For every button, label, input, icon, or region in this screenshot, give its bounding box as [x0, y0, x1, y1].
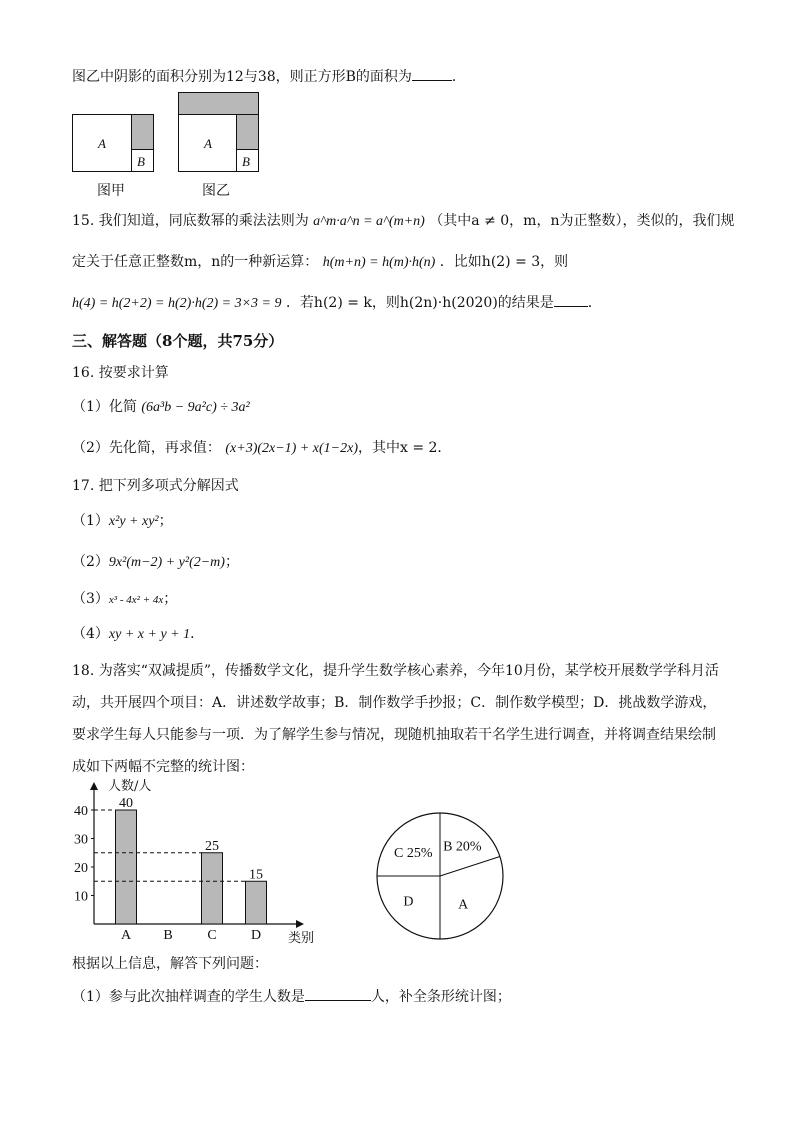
q15-line2: [72, 251, 568, 271]
q16-title: 16. 按要求计算: [72, 365, 169, 381]
q17-title: 17. 把下列多项式分解因式: [72, 478, 239, 494]
fig-yi-label-a: A: [204, 136, 212, 151]
q17-part2-formula: 9x²(m−2) + y²(2−m): [108, 555, 225, 570]
q17-part2: [72, 551, 239, 571]
q15-formula-power-rule: a^m·a^n = a^(m+n): [313, 214, 425, 229]
y-tick-label: 20: [74, 861, 88, 876]
q17-part3-formula: x³ - 4x² + 4x: [108, 594, 164, 606]
x-tick-label: B: [163, 928, 173, 943]
q16-part1: [72, 396, 250, 416]
pie-chart: [370, 808, 510, 948]
pie-slice-label-D: D: [403, 894, 414, 910]
pie-slice-label-C: C 25%: [393, 845, 433, 861]
q15-end: ．: [587, 295, 602, 311]
fig-yi-shaded-right: [236, 114, 259, 150]
q17-part1: [72, 510, 173, 530]
q17-part3-label: （3）: [72, 591, 109, 607]
q17-part2-end: ；: [224, 554, 239, 570]
bar-data-label: 40: [119, 796, 133, 811]
q18-line3: 要求学生每人只能参与一项．为了解学生参与情况，现随机抽取若干名学生进行调查，并将调查结果绘制: [72, 727, 716, 743]
q14-end: ．: [451, 69, 466, 85]
q15-line3: [72, 292, 602, 312]
q16-part2: [72, 437, 451, 457]
q17-part4-end: ．: [190, 626, 205, 642]
bar-chart: [60, 776, 330, 946]
q18-line1: 18. 为落实“双减提质”，传播数学文化，提升学生数学核心素养，今年10月份，某学校开展数学学科月活: [72, 663, 719, 679]
q17-part4: [72, 623, 204, 643]
q17-part2-label: （2）: [72, 554, 109, 570]
y-tick-label: 10: [74, 889, 88, 905]
fig-yi-label-b: B: [242, 154, 250, 169]
q17-part4-formula: xy + x + y + 1: [108, 627, 191, 642]
q17-part1-label: （1）: [72, 513, 109, 529]
x-tick-label: A: [120, 928, 132, 943]
x-axis-label: 类别: [288, 931, 315, 946]
bar-C: [202, 853, 223, 924]
fig-jia-label-a: A: [98, 136, 106, 151]
q16-part1-formula: (6a³b − 9a²c) ÷ 3a²: [141, 400, 250, 415]
q15-text: 定关于任意正整数m，n的一种新运算：: [72, 254, 319, 270]
q18-sub1-text: （1）参与此次抽样调查的学生人数是: [72, 989, 305, 1005]
q15-line1: [72, 210, 734, 230]
q15-formula-example: h(4) = h(2+2) = h(2)·h(2) = 3×3 = 9: [72, 296, 282, 311]
q18-sub1-answer-blank[interactable]: [305, 986, 371, 1001]
fig-jia-caption: 图甲: [97, 183, 125, 199]
q17-part1-end: ；: [158, 513, 173, 529]
q15-text: （其中a ≠ 0，m，n为正整数），类似的，我们规: [429, 213, 735, 229]
x-tick-label: D: [250, 928, 262, 943]
q18-line4: 成如下两幅不完整的统计图：: [72, 759, 254, 775]
q16-part2-formula: (x+3)(2x−1) + x(1−2x): [225, 441, 358, 456]
q17-part3-end: ；: [163, 591, 178, 607]
q16-part2-end: ，其中x = 2．: [358, 440, 452, 456]
q18-line2: 动，共开展四个项目：A．讲述数学故事；B．制作数学手抄报；C．制作数学模型；D．挑战数学游戏，: [72, 695, 717, 711]
q18-sub1-text: 人，补全条形统计图；: [370, 989, 511, 1005]
bar-A: [116, 810, 137, 924]
bar-D: [246, 881, 267, 924]
q18-after-chart: 根据以上信息，解答下列问题：: [72, 956, 268, 972]
q15-text: ．比如h(2) = 3，则: [439, 254, 569, 270]
fig-jia-shaded-rect: [131, 114, 154, 150]
q17-part4-label: （4）: [72, 626, 109, 642]
q16-part2-label: （2）先化简，再求值：: [72, 440, 221, 456]
x-axis-arrow: [296, 920, 304, 928]
q15-formula-new-operation: h(m+n) = h(m)·h(n): [322, 255, 436, 270]
bar-data-label: 15: [249, 867, 263, 883]
q17-part3: [72, 588, 177, 608]
q15-text: 15. 我们知道，同底数幂的乘法法则为: [72, 213, 309, 229]
q18-sub1: [72, 986, 511, 1006]
fig-jia-label-b: B: [137, 154, 145, 169]
q14-stem: 图乙中阴影的面积分别为12与38，则正方形B的面积为: [72, 69, 412, 85]
q14-stem-line: [72, 66, 466, 86]
bar-data-label: 25: [205, 838, 219, 854]
fig-yi-shaded-top: [178, 92, 259, 115]
y-tick-label: 30: [74, 832, 88, 848]
q16-part1-label: （1）化简: [72, 399, 137, 415]
y-axis-arrow: [90, 782, 98, 790]
y-axis-label: 人数/人: [108, 779, 152, 794]
q15-answer-blank[interactable]: [554, 292, 588, 307]
y-tick-label: 40: [74, 804, 88, 819]
q17-part1-formula: x²y + xy²: [108, 514, 159, 529]
pie-slice-label-B: B 20%: [443, 839, 482, 855]
q14-answer-blank[interactable]: [412, 66, 452, 81]
x-tick-label: C: [207, 928, 217, 943]
q15-text: ．若h(2) = k，则h(2n)·h(2020)的结果是: [285, 295, 554, 311]
fig-yi-caption: 图乙: [202, 183, 230, 199]
pie-slice-label-A: A: [458, 897, 469, 913]
section-3-title: 三、解答题（8个题，共75分）: [72, 332, 284, 350]
